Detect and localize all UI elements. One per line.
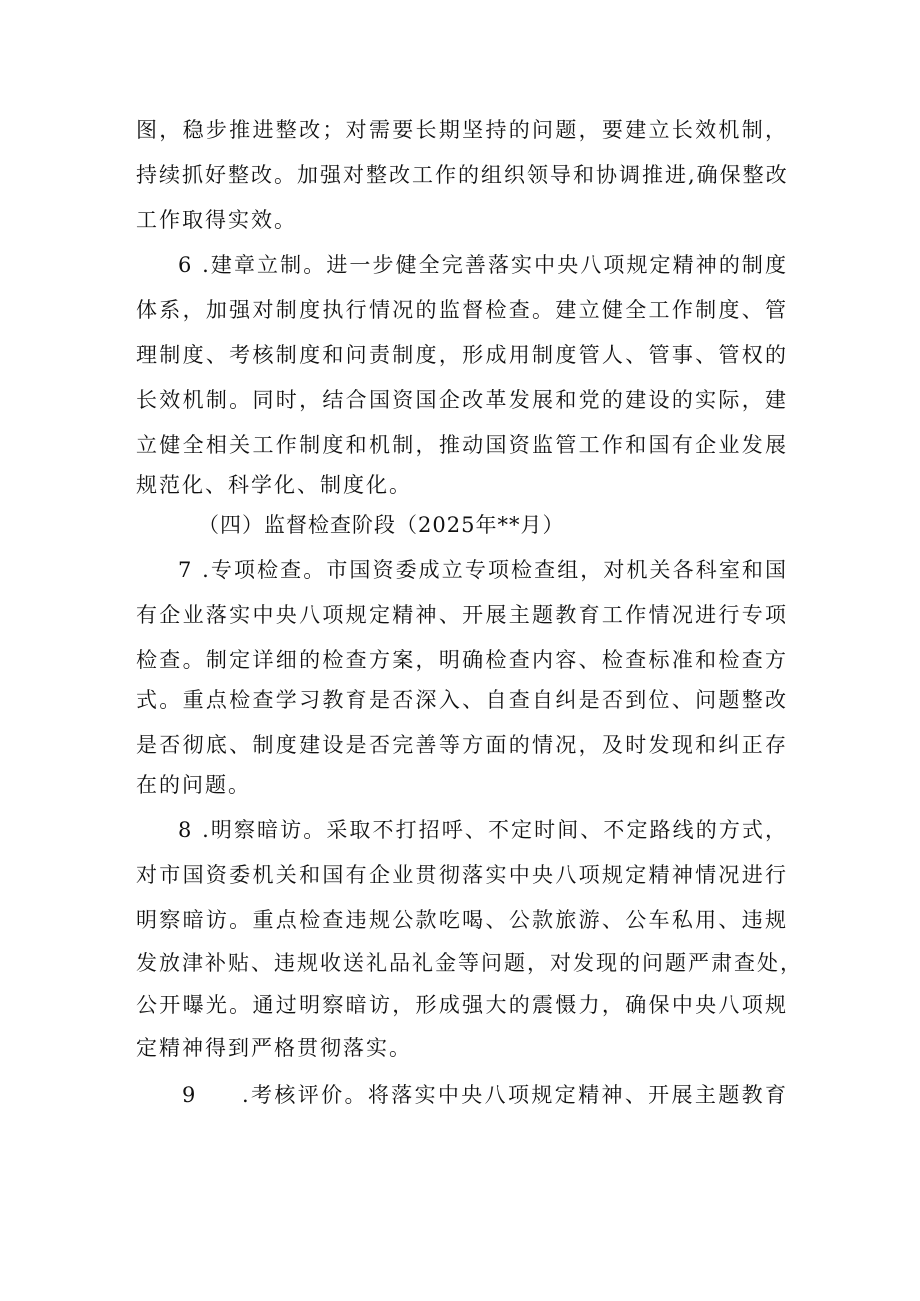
p6-line-2: 体系，加强对制度执行情况的监督检查。建立健全工作制度、管 [136,298,788,322]
p6-line-5: 立健全相关工作制度和机制，推动国资监管工作和国有企业发展 [136,433,788,457]
p6-line-1: 6 .建章立制。进一步健全完善落实中央八项规定精神的制度 [178,253,788,277]
p8-line-2: 对市国资委机关和国有企业贯彻落实中央八项规定精神情况进行 [136,863,788,887]
p8-line-4: 发放津补贴、违规收送礼品礼金等问题，对发现的问题严肃查处， [136,951,803,975]
p9-number: 9 [182,1083,198,1107]
p8-line-5: 公开曝光。通过明察暗访，形成强大的震慑力，确保中央八项规 [136,993,788,1017]
p8-line-1: 8 .明察暗访。采取不打招呼、不定时间、不定路线的方式， [178,818,788,842]
p8-line-6: 定精神得到严格贯彻落实。 [136,1036,412,1060]
p6-line-6: 规范化、科学化、制度化。 [136,473,412,497]
p7-line-6: 在的问题。 [136,773,251,797]
p8-line-3: 明察暗访。重点检查违规公款吃喝、公款旅游、公车私用、违规 [136,908,788,932]
section-heading: （四）监督检查阶段（2025年**月） [198,513,565,537]
intro-line-3: 工作取得实效。 [136,208,297,232]
p9-line-1: .考核评价。将落实中央八项规定精神、开展主题教育 [242,1083,788,1107]
p7-line-1: 7 .专项检查。市国资委成立专项检查组，对机关各科室和国 [178,558,788,582]
p7-line-5: 是否彻底、制度建设是否完善等方面的情况，及时发现和纠正存 [136,733,788,757]
p6-line-4: 长效机制。同时，结合国资国企改革发展和党的建设的实际，建 [136,388,788,412]
p6-line-3: 理制度、考核制度和问责制度，形成用制度管人、管事、管权的 [136,343,788,367]
intro-line-2: 持续抓好整改。加强对整改工作的组织领导和协调推进,确保整改 [136,163,789,187]
p7-line-2: 有企业落实中央八项规定精神、开展主题教育工作情况进行专项 [136,603,788,627]
intro-line-1: 图，稳步推进整改；对需要长期坚持的问题，要建立长效机制， [136,118,788,142]
p7-line-3: 检查。制定详细的检查方案，明确检查内容、检查标准和检查方 [136,648,788,672]
p7-line-4: 式。重点检查学习教育是否深入、自查自纠是否到位、问题整改 [136,688,788,712]
